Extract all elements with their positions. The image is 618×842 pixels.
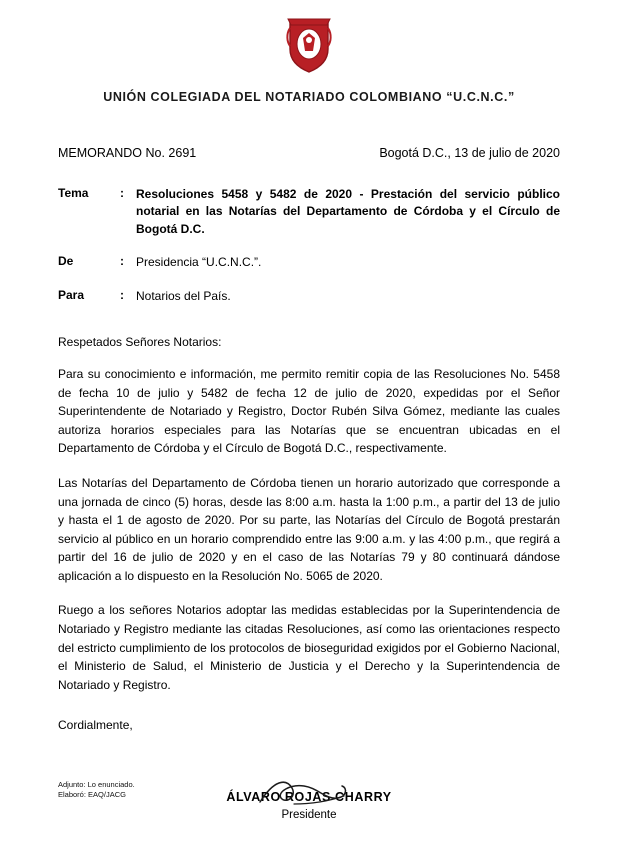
field-value-tema: Resoluciones 5458 y 5482 de 2020 - Prestación del servicio público notarial en las Notarías del Departamento de Córdoba y el Círculo de Bogotá D.C. bbox=[136, 187, 560, 236]
body-paragraph-2: Las Notarías del Departamento de Córdoba tienen un horario autorizado que corresponde a una jornada de cinco (5) horas, desde las 8:00 a.m. hasta la 1:00 p.m., a partir del 13 de julio y hasta el 1 de agosto de 2020. Por su parte, las Notarías del Círculo de Bogotá prestarán servicio al público en un horario comprendido entre las 9:00 a.m. y las 4:00 p.m., que regirá a partir del 16 de julio de 2020 y en el caso de las Notarías 79 y 80 continuará dándose aplicación a lo dispuesto en la Resolución No. 5065 de 2020. bbox=[58, 475, 560, 583]
crest-container bbox=[58, 0, 560, 74]
document-footer bbox=[58, 780, 135, 800]
organization-title: UNIÓN COLEGIADA DEL NOTARIADO COLOMBIANO “U.C.N.C.” bbox=[103, 90, 515, 104]
field-block bbox=[58, 186, 560, 305]
body-paragraph-1: Para su conocimiento e información, me permito remitir copia de las Resoluciones No. 5458 de fecha 10 de julio y 5482 de fecha 12 de julio de 2020, expedidas por el Señor Superintendente de Notariado y Registro, Doctor Rubén Silva Gómez, mediante las cuales autoriza horarios especiales para las Notarías que se encuentran ubicadas en el Departamento de Córdoba y el Círculo de Bogotá D.C., respectivamente. bbox=[58, 366, 560, 456]
handwritten-signature-icon bbox=[234, 774, 384, 808]
closing-line: Cordialmente, bbox=[58, 718, 133, 733]
field-label-para: Para bbox=[58, 287, 85, 302]
field-row-tema bbox=[58, 186, 560, 238]
field-label-de: De bbox=[58, 254, 74, 269]
field-colon-para: : bbox=[120, 287, 124, 302]
signatory-role: Presidente bbox=[281, 809, 337, 822]
footer-prepared-by: Elaboró: EAQ/JACG bbox=[58, 789, 126, 799]
field-value-para: Notarios del País. bbox=[136, 288, 231, 303]
body-paragraph-3: Ruego a los señores Notarios adoptar las medidas establecidas por la Superintendencia de Notariado y Registro mediante las citadas Resoluciones, así como las orientaciones respecto del estricto cumplimiento de los protocolos de bioseguridad exigidos por el Gobierno Nacional, el Ministerio de Salud, el Ministerio de Justicia y el Derecho y la Superintendencia de Notariado y Registro. bbox=[58, 603, 560, 692]
place-and-date: Bogotá D.C., 13 de julio de 2020 bbox=[379, 146, 560, 160]
signatory-name: ÁLVARO ROJAS CHARRY bbox=[226, 790, 391, 804]
field-colon-tema: : bbox=[120, 186, 124, 200]
salutation: Respetados Señores Notarios: bbox=[58, 334, 222, 349]
field-colon-de: : bbox=[120, 254, 124, 269]
memo-header bbox=[58, 146, 560, 160]
footer-attachment: Adjunto: Lo enunciado. bbox=[58, 779, 135, 789]
field-row-para bbox=[58, 288, 560, 305]
field-row-de bbox=[58, 254, 560, 271]
field-label-tema: Tema bbox=[58, 186, 89, 200]
field-value-de: Presidencia “U.C.N.C.”. bbox=[136, 255, 262, 270]
ucnc-crest-icon bbox=[286, 16, 332, 74]
memo-number: MEMORANDO No. 2691 bbox=[58, 146, 197, 160]
